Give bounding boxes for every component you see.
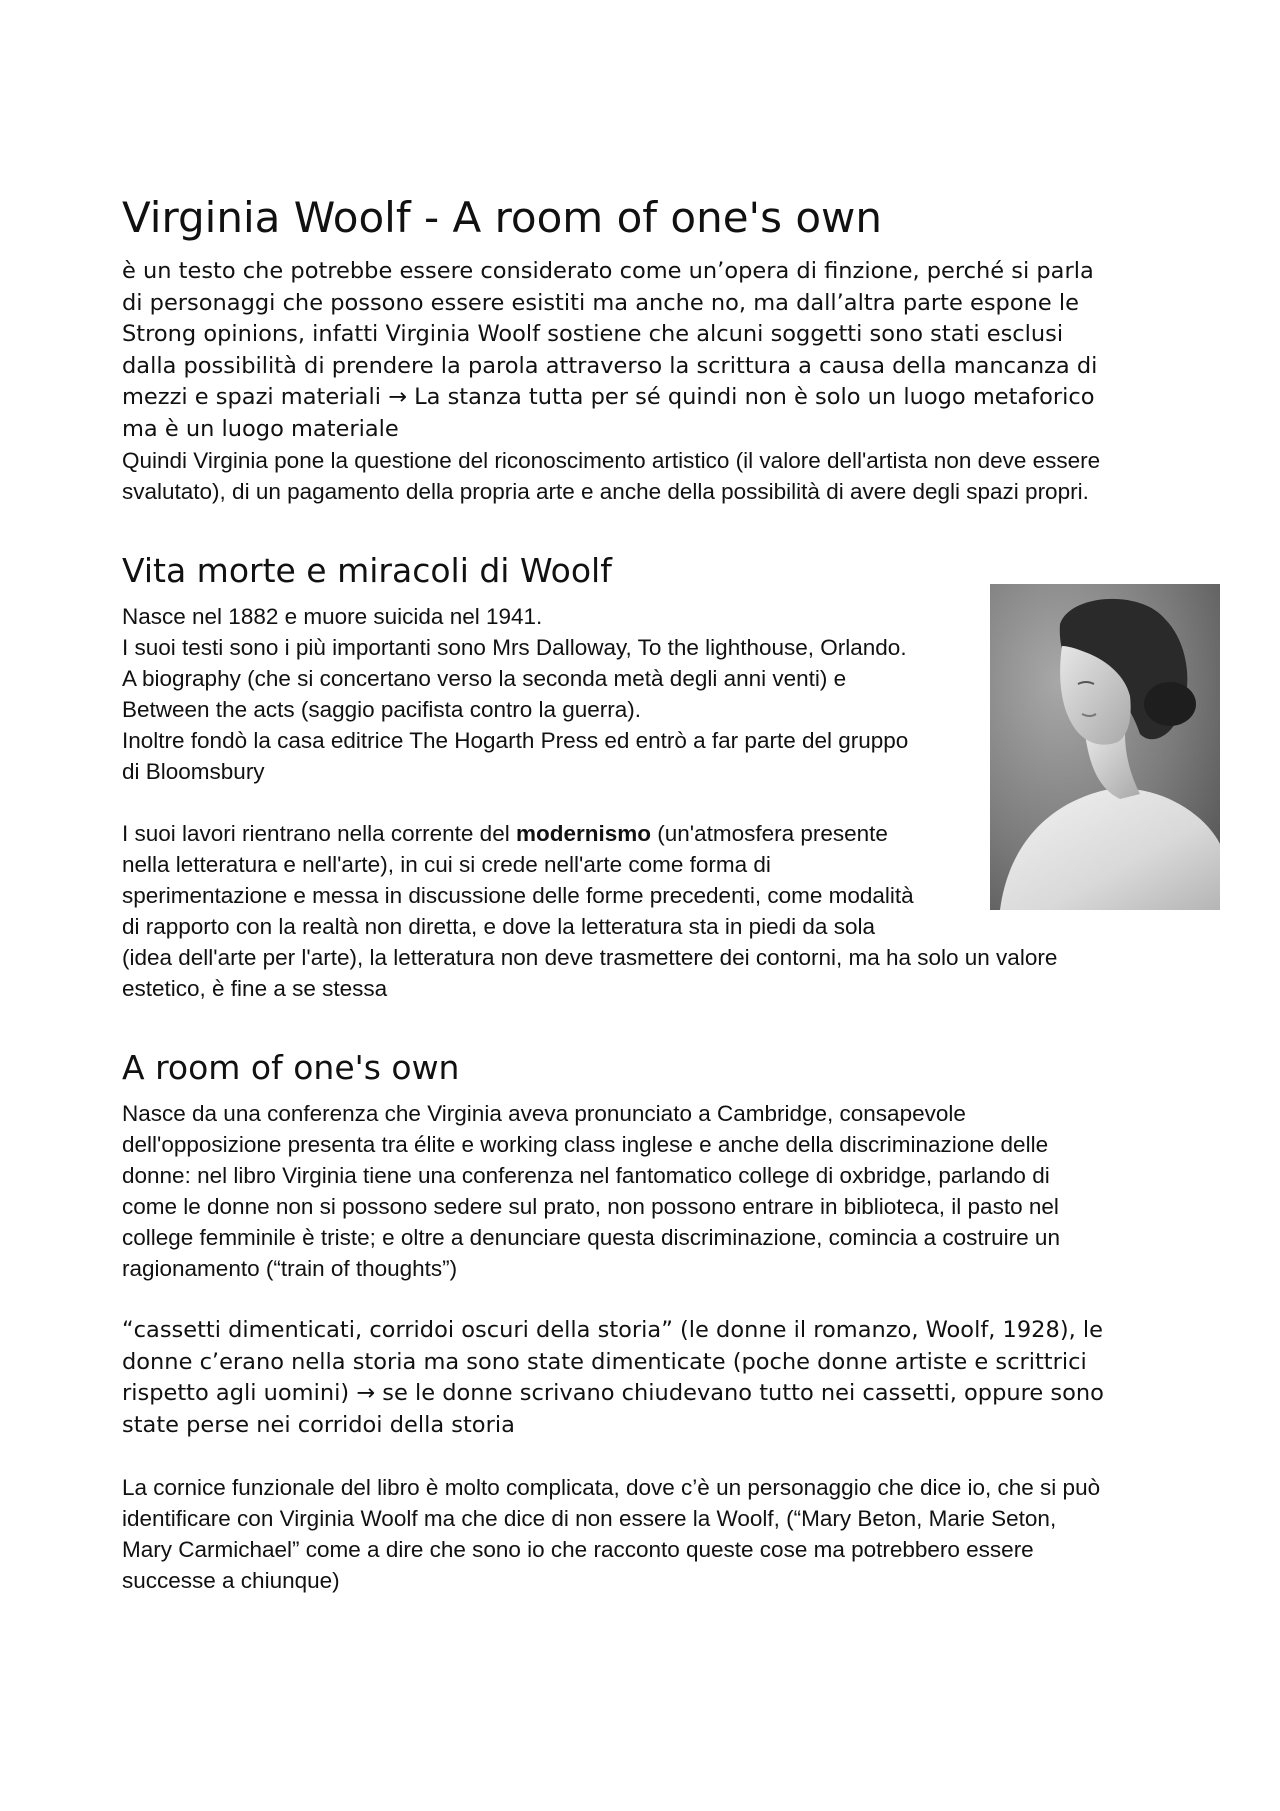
section-heading-room: A room of one's own	[122, 1048, 460, 1087]
text-line: donne c’erano nella storia ma sono state dimenticate (poche donne artiste e scrittrici	[122, 1348, 1087, 1375]
spacer	[122, 1004, 1172, 1046]
text-line: di personaggi che possono essere esistiti ma anche no, ma dall’altra parte espone le	[122, 289, 1079, 316]
room-paragraph-1	[122, 1098, 1172, 1284]
text-line: Strong opinions, infatti Virginia Woolf sostiene che alcuni soggetti sono stati esclusi	[122, 321, 1064, 347]
text-line: Nasce da una conferenza che Virginia aveva pronunciato a Cambridge, consapevole	[122, 1101, 966, 1126]
text-run: (un'atmosfera presente	[651, 821, 888, 846]
text-line: Nasce nel 1882 e muore suicida nel 1941.	[122, 604, 543, 629]
text-line: di Bloomsbury	[122, 759, 265, 784]
text-run: I suoi lavori rientrano nella corrente del	[122, 821, 516, 846]
bio-paragraph	[122, 601, 982, 787]
text-line: è un testo che potrebbe essere considerato come un’opera di finzione, perché si parla	[122, 258, 1094, 284]
text-line: Inoltre fondò la casa editrice The Hogarth Press ed entrò a far parte del gruppo	[122, 728, 909, 753]
text-line: (idea dell'arte per l'arte), la letteratura non deve trasmettere dei contorni, ma ha solo un valore	[122, 945, 1058, 970]
portrait-photo	[990, 584, 1220, 910]
text-line: donne: nel libro Virginia tiene una conferenza nel fantomatico college di oxbridge, parlando di	[122, 1163, 1050, 1188]
text-line: mezzi e spazi materiali → La stanza tutta per sé quindi non è solo un luogo metaforico	[122, 384, 1095, 410]
text-line: Mary Carmichael” come a dire che sono io che racconto queste cose ma potrebbero essere	[122, 1537, 1034, 1562]
text-line: rispetto agli uomini) → se le donne scrivano chiudevano tutto nei cassetti, oppure sono	[122, 1380, 1104, 1406]
text-line: La cornice funzionale del libro è molto complicata, dove c’è un personaggio che dice io, che si può	[122, 1475, 1101, 1500]
section-heading-bio: Vita morte e miracoli di Woolf	[122, 551, 612, 590]
text-line: state perse nei corridoi della storia	[122, 1411, 515, 1438]
room-paragraph-3	[122, 1472, 1172, 1596]
text-line: dalla possibilità di prendere la parola attraverso la scrittura a causa della mancanza di	[122, 352, 1098, 379]
text-line: successe a chiunque)	[122, 1568, 340, 1593]
text-line: come le donne non si possono sedere sul prato, non possono entrare in biblioteca, il pasto nel	[122, 1194, 1059, 1219]
spacer	[122, 1284, 1172, 1315]
text-line: Quindi Virginia pone la questione del riconoscimento artistico (il valore dell'artista non deve essere	[122, 448, 1101, 473]
text-line: ragionamento (“train of thoughts”)	[122, 1256, 458, 1281]
text-line: svalutato), di un pagamento della propria arte e anche della possibilità di avere degli spazi propri.	[122, 479, 1089, 504]
bold-term-modernismo: modernismo	[515, 821, 651, 846]
text-line: estetico, è fine a se stessa	[122, 976, 388, 1001]
spacer	[122, 1441, 1172, 1472]
intro-followup-paragraph	[122, 445, 1172, 507]
text-line: dell'opposizione presenta tra élite e working class inglese e anche della discriminazione delle	[122, 1132, 1049, 1157]
text-line: I suoi testi sono i più importanti sono Mrs Dalloway, To the lighthouse, Orlando.	[122, 635, 907, 660]
text-line: college femminile è triste; e oltre a denunciare questa discriminazione, comincia a costruire un	[122, 1225, 1060, 1250]
text-line: sperimentazione e messa in discussione delle forme precedenti, come modalità	[122, 883, 914, 908]
text-line: Between the acts (saggio pacifista contro la guerra).	[122, 697, 642, 722]
text-line: “cassetti dimenticati, corridoi oscuri della storia” (le donne il romanzo, Woolf, 1928), le	[122, 1317, 1103, 1343]
text-line: ma è un luogo materiale	[122, 415, 399, 442]
room-paragraph-2	[122, 1315, 1172, 1441]
text-line: A biography (che si concertano verso la seconda metà degli anni venti) e	[122, 666, 847, 691]
document-title: Virginia Woolf - A room of one's own	[122, 193, 882, 242]
portrait-illustration	[990, 584, 1220, 910]
text-line: nella letteratura e nell'arte), in cui si crede nell'arte come forma di	[122, 852, 771, 877]
intro-paragraph	[122, 256, 1172, 445]
text-line: identificare con Virginia Woolf ma che dice di non essere la Woolf, (“Mary Beton, Marie Seton,	[122, 1506, 1057, 1531]
spacer	[122, 507, 1172, 549]
text-line: di rapporto con la realtà non diretta, e dove la letteratura sta in piedi da sola	[122, 914, 875, 939]
